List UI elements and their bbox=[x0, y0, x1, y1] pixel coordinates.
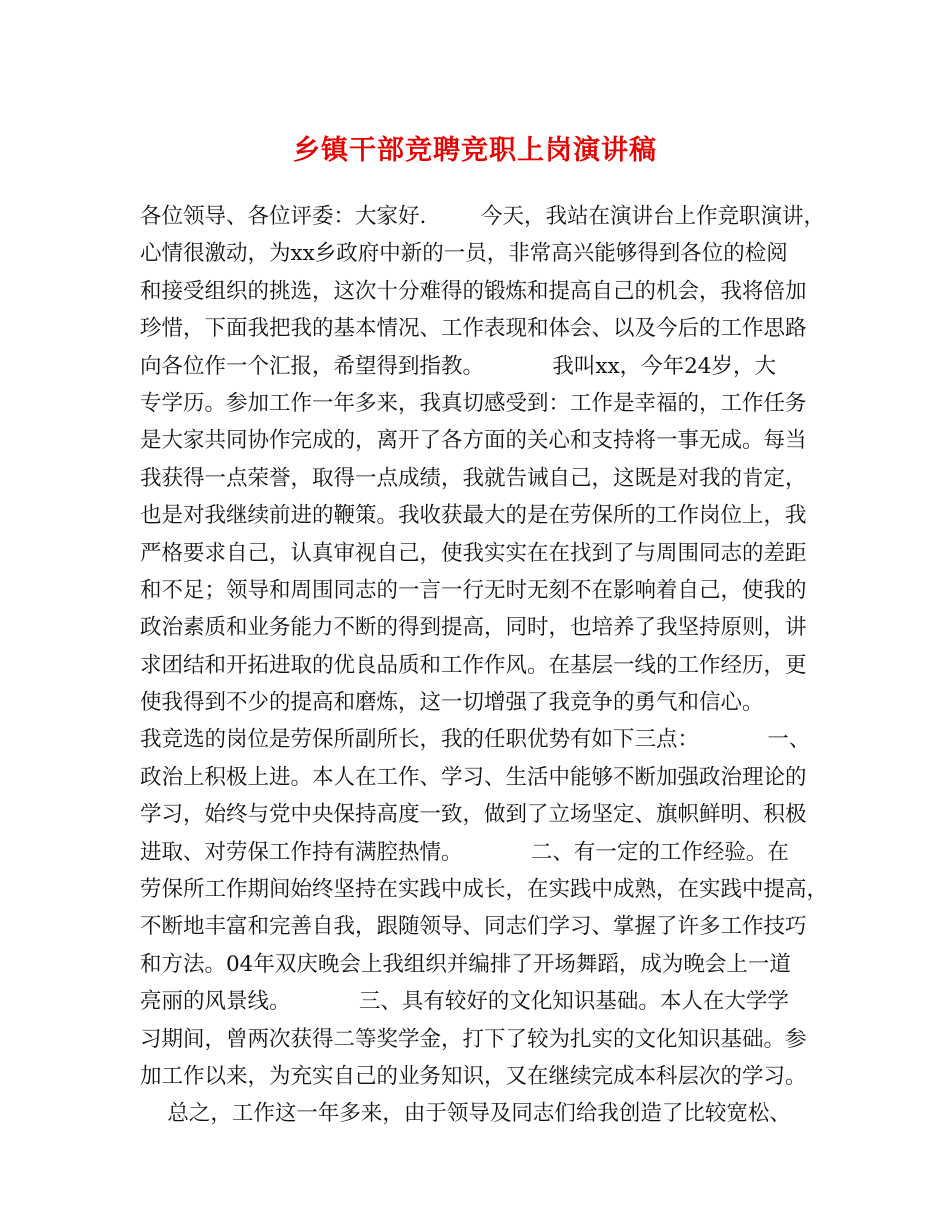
text-line: 习期间，曾两次获得二等奖学金，打下了较为扎实的文化知识基础。参 bbox=[140, 1026, 807, 1052]
text-line: 和方法。04年双庆晚会上我组织并编排了开场舞蹈，成为晚会上一道 bbox=[140, 951, 791, 977]
text-line: 求团结和开拓进取的优良品质和工作作风。在基层一线的工作经历，更 bbox=[140, 652, 807, 678]
text-line: 政治素质和业务能力不断的得到提高，同时，也培养了我坚持原则，讲 bbox=[140, 615, 807, 641]
text-line: 珍惜，下面我把我的基本情况、工作表现和体会、以及今后的工作思路 bbox=[140, 316, 807, 342]
text-line: 政治上积极上进。本人在工作、学习、生活中能够不断加强政治理论的 bbox=[140, 764, 807, 790]
document-title: 乡镇干部竞聘竞职上岗演讲稿 bbox=[293, 135, 657, 166]
text-line: 心情很激动，为xx乡政府中新的一员，非常高兴能够得到各位的检阅 bbox=[140, 241, 788, 267]
text-line: 我获得一点荣誉，取得一点成绩，我就告诫自己，这既是对我的肯定， bbox=[140, 465, 807, 491]
text-line: 总之，工作这一年多来，由于领导及同志们给我创造了比较宽松、 bbox=[140, 1101, 791, 1127]
text-line: 各位领导、各位评委：大家好. 今天，我站在演讲台上作竞职演讲， bbox=[140, 204, 826, 229]
document-body bbox=[140, 198, 830, 1133]
text-line: 严格要求自己，认真审视自己，使我实实在在找到了与周围同志的差距 bbox=[140, 540, 807, 566]
text-line: 专学历。参加工作一年多来，我真切感受到：工作是幸福的，工作任务 bbox=[140, 390, 807, 416]
text-line: 亮丽的风景线。 三、具有较好的文化知识基础。本人在大学学 bbox=[140, 989, 789, 1015]
text-line: 学习，始终与党中央保持高度一致，做到了立场坚定、旗帜鲜明、积极 bbox=[140, 802, 807, 828]
text-line: 和接受组织的挑选，这次十分难得的锻炼和提高自己的机会，我将倍加 bbox=[140, 278, 807, 304]
text-line: 我竞选的岗位是劳保所副所长，我的任职优势有如下三点： 一、 bbox=[140, 727, 811, 753]
text-line: 和不足；领导和周围同志的一言一行无时无刻不在影响着自己，使我的 bbox=[140, 577, 807, 603]
text-line: 向各位作一个汇报，希望得到指教。 我叫xx，今年24岁，大 bbox=[140, 353, 776, 379]
text-line: 使我得到不少的提高和磨炼，这一切增强了我竞争的勇气和信心。 bbox=[140, 690, 764, 716]
text-line: 劳保所工作期间始终坚持在实践中成长，在实践中成熟，在实践中提高， bbox=[140, 877, 829, 903]
text-line: 也是对我继续前进的鞭策。我收获最大的是在劳保所的工作岗位上，我 bbox=[140, 503, 807, 529]
text-line: 不断地丰富和完善自我，跟随领导、同志们学习、掌握了许多工作技巧 bbox=[140, 914, 807, 940]
text-line: 加工作以来，为充实自己的业务知识，又在继续完成本科层次的学习。 bbox=[140, 1063, 807, 1089]
text-line: 进取、对劳保工作持有满腔热情。 二、有一定的工作经验。在 bbox=[140, 839, 789, 865]
text-line: 是大家共同协作完成的，离开了各方面的关心和支持将一事无成。每当 bbox=[140, 428, 807, 454]
